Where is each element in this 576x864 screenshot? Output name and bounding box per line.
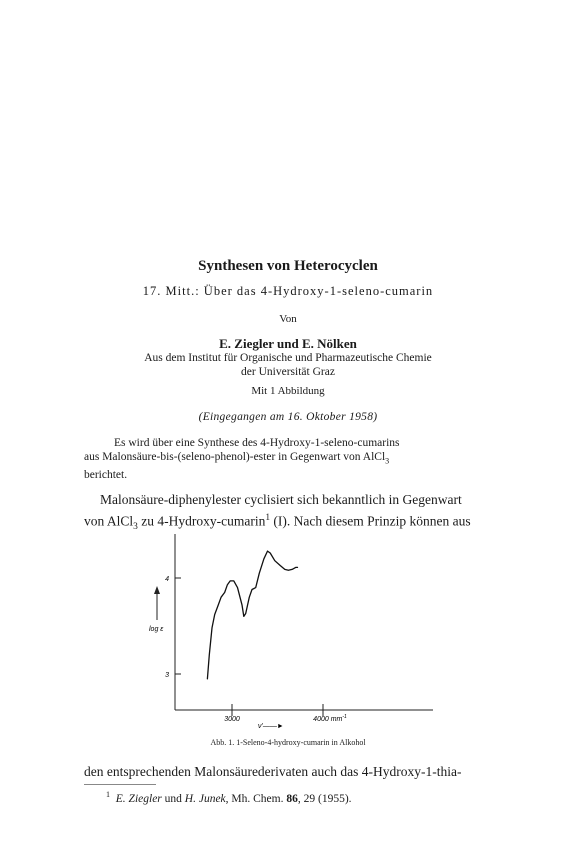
footnote-author-2: H. Junek bbox=[184, 792, 226, 805]
footnote-ref: 1 bbox=[265, 513, 271, 523]
series-line bbox=[207, 551, 297, 679]
paragraph-1-line-1: Malonsäure-diphenylester cyclisiert sich bekanntlich in Gegenwart bbox=[100, 492, 462, 507]
paper-subtitle: 17. Mitt.: Über das 4-Hydroxy-1-seleno-cumarin bbox=[142, 284, 434, 298]
footnote-mark: 1 bbox=[106, 790, 111, 799]
footnote-journal: , Mh. Chem. bbox=[225, 792, 284, 805]
by-label: Von bbox=[279, 313, 297, 325]
received-date: (Eingegangen am 16. Oktober 1958) bbox=[198, 411, 378, 423]
figure-count-note: Mit 1 Abbildung bbox=[251, 385, 325, 397]
footnote-pages: , 29 (1955). bbox=[297, 792, 352, 805]
footnote bbox=[106, 790, 352, 805]
footnote-volume: 86 bbox=[286, 792, 298, 805]
subscript: 3 bbox=[133, 522, 138, 533]
paper-title: Synthesen von Heterocyclen bbox=[198, 258, 378, 274]
x-axis-label: ν'——► bbox=[258, 723, 284, 730]
footnote-und: und bbox=[164, 792, 182, 805]
institute-line-2: der Universität Graz bbox=[241, 366, 335, 378]
p1-text-a: von AlCl bbox=[84, 513, 134, 529]
x-tick-label-4000 bbox=[313, 714, 347, 723]
x-tick-unit-sup: -1 bbox=[342, 714, 347, 720]
abstract-line-1: Es wird über eine Synthese des 4-Hydroxy-1-seleno-cumarins bbox=[114, 437, 400, 449]
y-axis-label: log ε bbox=[149, 626, 164, 633]
abstract-line-2-text: aus Malonsäure-bis-(seleno-phenol)-ester in Gegenwart von AlCl bbox=[84, 451, 386, 463]
institute-line-1: Aus dem Institut für Organische und Pharmazeutische Chemie bbox=[144, 352, 432, 364]
x-tick-label-3000: 3000 bbox=[224, 716, 240, 723]
y-tick-label-4: 4 bbox=[165, 576, 169, 583]
authors: E. Ziegler und E. Nölken bbox=[219, 336, 357, 351]
p1-text-b: zu 4-Hydroxy-cumarin bbox=[137, 513, 266, 529]
figure-caption: Abb. 1. 1-Seleno-4-hydroxy-cumarin in Alkohol bbox=[210, 738, 366, 747]
footnote-rule bbox=[84, 784, 156, 785]
y-label-arrowhead bbox=[154, 586, 160, 594]
abstract-line-3: berichtet. bbox=[84, 469, 128, 482]
paragraph-2: den entsprechenden Malonsäurederivaten auch das 4-Hydroxy-1-thia- bbox=[84, 764, 462, 779]
x-tick-unit: 4000 mm bbox=[313, 716, 343, 723]
subscript: 3 bbox=[385, 456, 390, 466]
footnote-author-1: E. Ziegler bbox=[115, 792, 162, 805]
p1-text-c: (I). Nach diesem Prinzip können aus bbox=[270, 513, 471, 529]
y-tick-label-3: 3 bbox=[165, 672, 169, 679]
